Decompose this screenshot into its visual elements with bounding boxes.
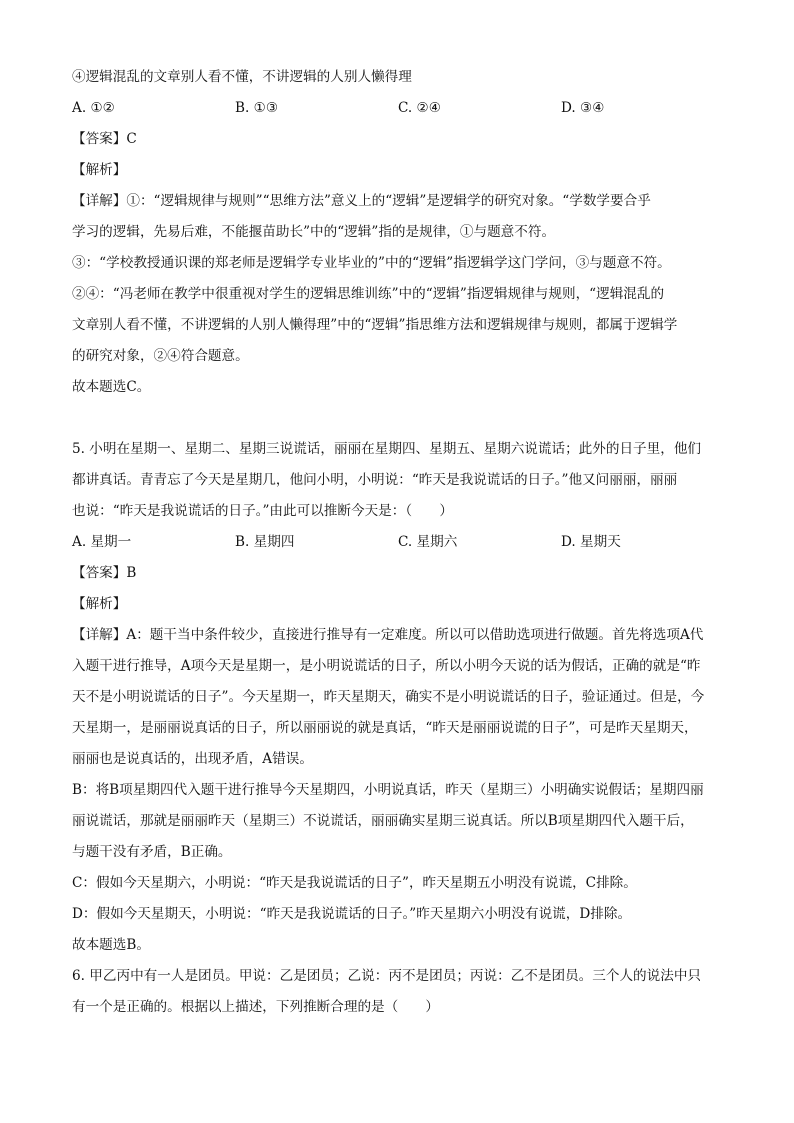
q4-options [72,93,726,124]
q5-detail-line: 天不是小明说谎话的日子”。今天星期一，昨天星期天，确实不是小明说谎话的日子，验证通过。但是，今 [72,689,705,705]
q6-stem-line: 有一个是正确的。根据以上描述，下列推断合理的是（ ） [72,999,440,1015]
q4-option-a: A. ①② [72,100,115,116]
q5-option-c: C. 星期六 [398,534,458,550]
q5-detail-line: C：假如今天星期六，小明说：“昨天是我说谎话的日子”，昨天星期五小明没有说谎，C排除。 [72,875,637,891]
q5-answer: 【答案】B [72,565,137,581]
q6-stem-line: 6. 甲乙丙中有一人是团员。甲说：乙是团员；乙说：丙不是团员；丙说：乙不是团员。三个人的说法中只 [72,968,702,984]
q5-detail-line: 与题干没有矛盾，B正确。 [72,844,232,860]
q4-detail-line: 学习的逻辑，先易后难，不能揠苗助长”中的“逻辑”指的是规律，①与题意不符。 [72,224,556,240]
q4-detail-line: 的研究对象，②④符合题意。 [72,348,249,364]
q5-option-b: B. 星期四 [235,534,295,550]
q4-detail-line: ②④：“冯老师在教学中很重视对学生的逻辑思维训练”中的“逻辑”指逻辑规律与规则，“逻辑混乱的 [72,286,665,302]
q4-detail-line: ③：“学校教授通识课的郑老师是逻辑学专业毕业的”中的“逻辑”指逻辑学这门学问，③与题意不符。 [72,255,671,271]
q4-analysis-label: 【解析】 [72,162,127,178]
q4-detail-line: 文章别人看不懂，不讲逻辑的人别人懒得理”中的“逻辑”指思维方法和逻辑规律与规则，都属于逻辑学 [72,317,678,333]
q5-stem-line: 都讲真话。青青忘了今天是星期几，他问小明，小明说：“昨天是我说谎话的日子。”他又问丽丽，丽丽 [72,472,678,488]
q5-detail-line: 天星期一，是丽丽说真话的日子，所以丽丽说的就是真话，“昨天是丽丽说谎的日子”，可是昨天星期天， [72,720,698,736]
q5-detail-line: 入题干进行推导，A项今天是星期一，是小明说谎话的日子，所以小明今天说的话为假话，正确的就是“昨 [72,658,701,674]
q5-detail-line: 丽丽也是说真话的，出现矛盾，A错误。 [72,751,313,767]
q4-option-d: D. ③④ [561,100,605,116]
document-page [72,62,726,1023]
q4-statement-4: ④逻辑混乱的文章别人看不懂，不讲逻辑的人别人懒得理 [72,69,412,85]
q5-options [72,527,726,558]
q4-conclusion: 故本题选C。 [72,379,151,395]
spacer [72,403,726,434]
q5-stem-line: 也说：“昨天是我说谎话的日子。”由此可以推断今天是：（ ） [72,503,453,519]
q5-analysis-label: 【解析】 [72,596,127,612]
q5-detail-line: B：将B项星期四代入题干进行推导今天星期四，小明说真话，昨天（星期三）小明确实说假话；星期四丽 [72,782,704,798]
q5-option-a: A. 星期一 [72,534,132,550]
q4-option-b: B. ①③ [235,100,279,116]
q4-option-c: C. ②④ [398,100,441,116]
q4-detail-line: 【详解】①：“逻辑规律与规则”“思维方法”意义上的“逻辑”是逻辑学的研究对象。“学数学要合乎 [72,193,651,209]
q5-detail-line: D：假如今天星期天，小明说：“昨天是我说谎话的日子。”昨天星期六小明没有说谎，D排除。 [72,906,632,922]
q5-conclusion: 故本题选B。 [72,937,150,953]
q5-detail-line: 丽说谎话，那就是丽丽昨天（星期三）不说谎话，丽丽确实星期三说真话。所以B项星期四代入题干后， [72,813,694,829]
q4-answer: 【答案】C [72,131,137,147]
q5-stem-line: 5. 小明在星期一、星期二、星期三说谎话，丽丽在星期四、星期五、星期六说谎话；此外的日子里，他们 [72,441,702,457]
q5-option-d: D. 星期天 [561,534,621,550]
q5-detail-line: 【详解】A：题干当中条件较少，直接进行推导有一定难度。所以可以借助选项进行做题。首先将选项A代 [72,627,704,643]
